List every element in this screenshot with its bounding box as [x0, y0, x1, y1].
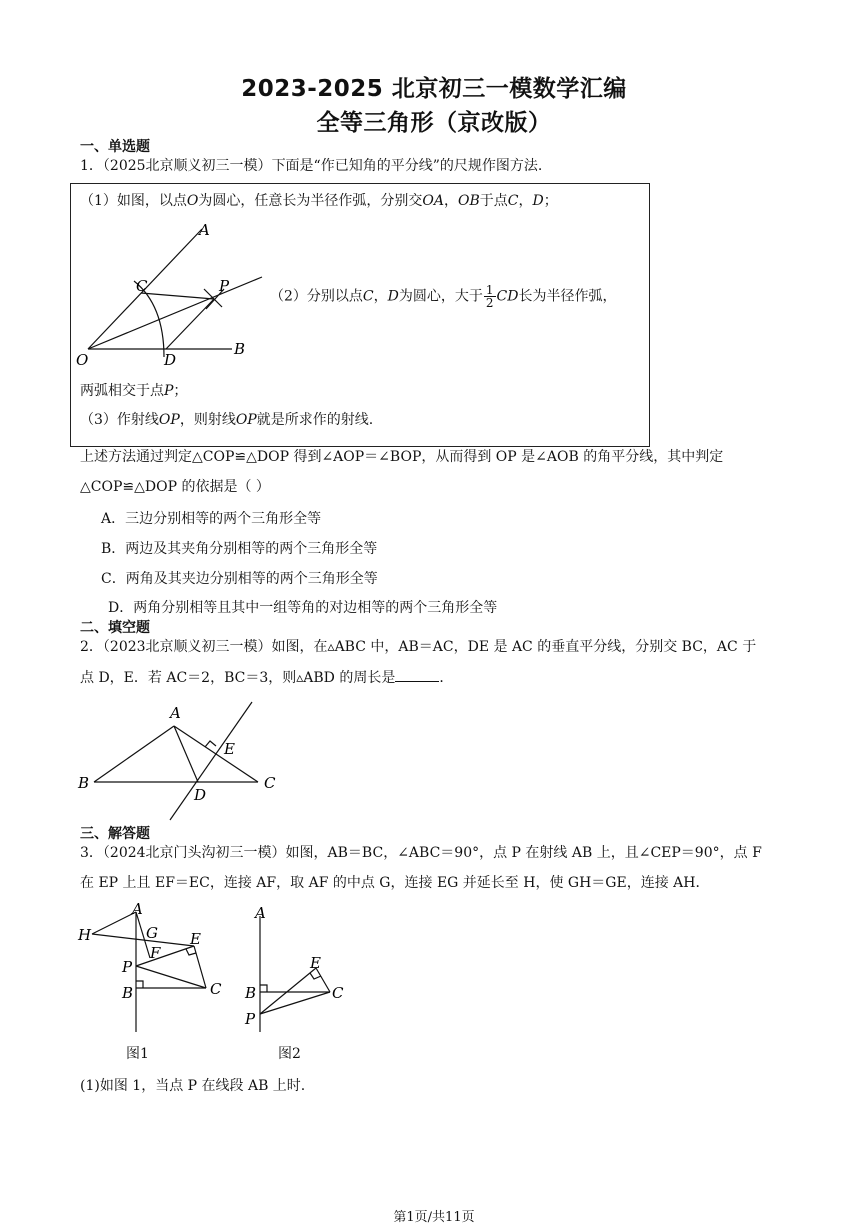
segment-ah [92, 912, 136, 934]
label-c: C [264, 774, 276, 792]
label-p: P [122, 958, 133, 976]
question-1-stem [80, 156, 542, 176]
segment-cp [141, 293, 214, 299]
question-2-line-2: 点 D，E．若 AC＝2，BC＝3，则▵ABD 的周长是 ． [80, 667, 453, 688]
option-b: B．两边及其夹角分别相等的两个三角形全等 [101, 541, 378, 557]
label-d: D [194, 786, 207, 804]
label-e: E [190, 930, 201, 948]
label-p: P [245, 1010, 256, 1028]
right-angle-mark-b [260, 985, 267, 992]
triangle-abc-figure [72, 696, 292, 826]
label-e: E [224, 740, 235, 758]
segment-pc [136, 966, 206, 988]
construction-step-2: （2）分别以点C，D为圆心，大于 $\frac{1}{2}$ CD长为半径作弧， [270, 283, 617, 310]
label-a: A [170, 704, 181, 722]
label-g: G [146, 924, 158, 942]
question-3-part-1: (1)如图 1，当点 P 在线段 AB 上时. [80, 1078, 306, 1094]
label-b: B [122, 984, 134, 1002]
perpendicular-bisector-de [170, 702, 252, 820]
construction-step-2-continued: 两弧相交于点P； [80, 383, 188, 399]
right-angle-mark-b [136, 981, 143, 988]
label-p: P [219, 277, 230, 295]
option-d: D．两角分别相等且其中一组等角的对边相等的两个三角形全等 [108, 600, 498, 616]
question-1-number: 1． [80, 158, 103, 174]
figure-2-caption: 图2 [278, 1046, 301, 1062]
right-angle-mark-e [205, 741, 216, 747]
option-a: A．三边分别相等的两个三角形全等 [101, 511, 322, 527]
answer-blank [395, 667, 439, 682]
label-b: B [245, 984, 257, 1002]
construction-step-1: （1）如图，以点O为圆心，任意长为半径作弧，分别交OA，OB于点C，D； [80, 193, 558, 209]
side-ab [94, 726, 174, 782]
question-1-source: （2025北京顺义初三一模） [102, 158, 272, 174]
ray-op [88, 277, 262, 349]
figure-2-diagram [238, 898, 358, 1038]
section-heading-fill-in: 二、填空题 [80, 620, 150, 636]
figure-1-caption: 图1 [126, 1046, 149, 1062]
label-a: A [255, 904, 266, 922]
document-title-line-2: 全等三角形（京改版） [316, 110, 552, 136]
document-title-line-1: 2023-2025 北京初三一模数学汇编 [241, 76, 627, 102]
label-c: C [210, 980, 222, 998]
section-heading-solution: 三、解答题 [80, 826, 150, 842]
question-2-line-1: 2．（2023北京顺义初三一模）如图，在▵ABC 中，AB＝AC，DE 是 AC 的垂直平分线，分别交 BC，AC 于 [80, 639, 757, 655]
label-d: D [164, 351, 177, 369]
label-c: C [332, 984, 344, 1002]
question-3-line-2: 在 EP 上且 EF＝EC，连接 AF，取 AF 的中点 G，连接 EG 并延长至 H，使 GH＝GE，连接 AH． [80, 875, 710, 891]
page-number: 第1页/共11页 [393, 1210, 475, 1225]
label-a: A [132, 900, 143, 918]
figure-1-diagram [72, 898, 232, 1038]
segment-pe [136, 946, 194, 966]
label-f: F [150, 944, 161, 962]
label-b: B [234, 340, 246, 358]
construction-step-3: （3）作射线OP，则射线OP就是所求作的射线. [80, 412, 374, 428]
label-c: C [136, 277, 148, 295]
question-1-reasoning-line-2: △COP≌△DOP 的依据是（ ） [80, 479, 270, 495]
label-a: A [199, 221, 210, 239]
segment-ec [194, 946, 206, 988]
section-heading-single-choice: 一、单选题 [80, 139, 150, 155]
label-e: E [310, 954, 321, 972]
option-c: C．两角及其夹边分别相等的两个三角形全等 [101, 571, 378, 587]
segment-pc [260, 992, 330, 1014]
question-1-reasoning-line-1: 上述方法通过判定△COP≌△DOP 得到∠AOP＝∠BOP，从而得到 OP 是∠AOB 的角平分线，其中判定 [80, 449, 724, 465]
label-h: H [78, 926, 92, 944]
fraction-one-half: $\frac{1}{2}$ [485, 283, 494, 310]
label-o: O [76, 351, 89, 369]
question-1-text: 下面是“作已知角的平分线”的尺规作图方法. [271, 158, 543, 174]
angle-bisector-figure [72, 215, 272, 375]
question-3-line-1: 3．（2024北京门头沟初三一模）如图，AB＝BC，∠ABC＝90°，点 P 在射线 AB 上，且∠CEP＝90°，点 F [80, 845, 762, 861]
label-b: B [78, 774, 90, 792]
segment-pe [260, 968, 316, 1014]
